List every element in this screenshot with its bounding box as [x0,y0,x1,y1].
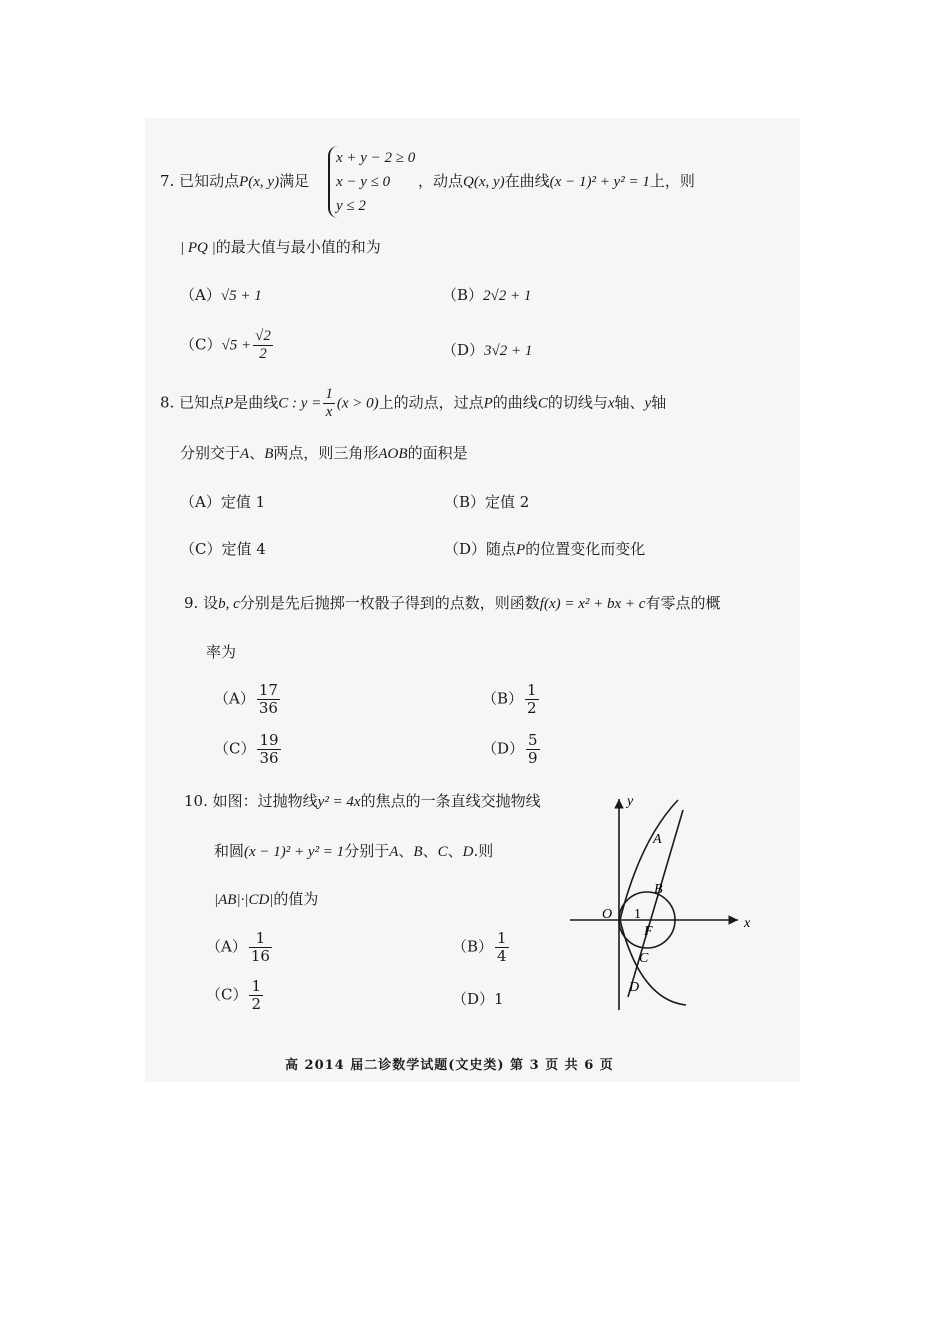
q10-sep: 、 [422,842,438,860]
q7-pq: | PQ | [180,240,216,256]
numerator: 1 [325,386,333,402]
q7-text: 上，则 [649,172,695,190]
option-label: （D） [482,739,525,758]
q8-option-b: （B）定值 2 [444,493,530,511]
fraction [249,978,263,1013]
q8-text: 是曲线 [233,393,279,412]
numerator: 17 [258,681,278,699]
label-b: B [654,882,663,897]
label-c: C [639,951,649,966]
q8-text: 轴 [651,393,667,412]
option-label: （A） [206,937,247,956]
q7-number: 7. [160,172,175,190]
denominator: x [325,404,333,420]
q10-option-a [206,930,274,965]
label-o: O [602,907,613,922]
numerator: √2 [255,328,271,344]
q8-text: 的面积是 [407,444,468,462]
q8-p: P [516,542,526,558]
q8-x: x [607,395,615,412]
fraction [526,732,540,767]
q10-option-b [452,930,511,965]
denominator: 4 [497,947,507,965]
q7-ineq-2: x − y ≤ 0 [336,174,391,190]
denominator: 16 [250,947,270,965]
q10-pt-b: B [413,844,423,860]
q10-text: 分别于 [344,842,390,860]
q8-curve: C : y = [278,395,322,412]
label-one: 1 [634,907,641,922]
q7-option-c [180,328,275,363]
q9-function: f(x) = x² + bx + c [539,596,646,612]
label-f: F [644,924,653,939]
q10-text: 的值为 [273,890,319,908]
q7-inequality-system [328,146,415,218]
q10-line1 [184,791,541,812]
q7-line1 [160,171,309,192]
q9-number: 9. [184,594,199,612]
q8-y: y [644,395,652,412]
q8-text: 轴、 [614,393,645,412]
q7-option-d [442,340,532,361]
fraction [257,682,280,717]
q7-line2 [180,237,381,258]
option-value: 3√2 + 1 [484,343,533,359]
q10-line2 [214,841,493,862]
numerator: 1 [251,977,262,995]
q8-text: 上的动点，过点 [378,393,484,412]
q7-option-b [442,285,531,306]
q10-circle: (x − 1)² + y² = 1 [244,844,345,860]
q7-text: ，动点 [418,172,464,190]
label-d: D [629,980,640,995]
q9-line2: 率为 [206,643,237,661]
q10-text: 的焦点的一条直线交抛物线 [360,792,541,810]
fraction [495,930,509,965]
q10-pt-d: D [462,844,474,860]
option-label: （D） [442,341,485,359]
q8-line2 [180,443,468,464]
q7-text: 已知动点 [179,172,240,190]
label-y: y [627,794,634,809]
q8-text: 的切线与 [547,393,608,412]
option-value: √5 + [221,337,252,354]
denominator: 2 [527,699,537,717]
q9-option-d [482,732,542,767]
q8-text: 已知点 [179,393,225,412]
q8-number: 8. [160,393,175,412]
page-footer: 高 2014 届二诊数学试题(文史类) 第 3 页 共 6 页 [285,1058,614,1073]
numerator: 1 [497,929,507,947]
q9-option-a [214,682,282,717]
q7-ineq-3: y ≤ 2 [336,198,366,214]
numerator: 1 [527,681,537,699]
q10-pt-a: A [389,844,399,860]
q10-text: 和圆 [214,842,245,860]
q9-text: 设 [203,594,219,612]
denominator: 9 [528,749,538,767]
fraction [323,386,335,421]
option-label: （B） [482,689,524,708]
q7-ineq-1: x + y − 2 ≥ 0 [336,150,416,166]
denominator: 36 [258,699,278,717]
q9-text: 有零点的概 [645,594,721,612]
q8-option-c: （C）定值 4 [180,540,266,558]
q9-option-c [214,732,283,767]
fraction [249,930,272,965]
option-label: （C） [206,985,248,1004]
q10-option-d: （D）1 [452,990,504,1008]
q10-figure [560,785,760,1020]
numerator: 19 [259,731,279,749]
q8-text: 两点，则三角形 [273,444,379,462]
q7-text: 在曲线 [504,172,550,190]
q7-text: 的最大值与最小值的和为 [215,238,381,256]
q8-p: P [483,395,493,412]
label-x: x [744,916,751,931]
q9-line1 [184,593,720,614]
fraction [525,682,539,717]
q7-line1-cont [418,171,695,192]
q10-pt-c: C [437,844,448,860]
numerator: 5 [528,731,538,749]
fraction [253,328,273,363]
q7-text: 满足 [279,172,310,190]
denominator: 2 [259,346,267,362]
label-a: A [653,832,662,847]
fraction [257,732,280,767]
q9-text: 分别是先后抛掷一枚骰子得到的点数，则函数 [239,594,540,612]
q8-option-a: （A）定值 1 [180,493,266,511]
q8-sep: 、 [249,444,265,462]
option-text: 的位置变化而变化 [525,540,646,558]
q7-point-p: P(x, y) [239,174,280,190]
q8-line1 [160,386,666,421]
q8-option-d [444,539,645,560]
option-label: （C） [214,739,256,758]
q10-line3 [214,889,318,910]
q10-text: 如图：过抛物线 [212,792,318,810]
q9-option-b [482,682,541,717]
q8-b: B [264,446,274,462]
q8-text: 的曲线 [492,393,538,412]
denominator: 36 [259,749,279,767]
option-value: 2√2 + 1 [483,288,532,304]
q8-aob: AOB [378,446,408,462]
q7-option-a [180,285,262,306]
q7-point-q: Q(x, y) [463,174,505,190]
q10-sep: 、 [447,842,463,860]
option-label: （C） [180,335,222,354]
q8-curve: (x > 0) [336,395,379,412]
denominator: 2 [251,995,262,1013]
q8-a: A [240,446,250,462]
q10-option-c [206,978,265,1013]
q10-parabola: y² = 4x [317,794,361,810]
q7-curve: (x − 1)² + y² = 1 [549,174,650,190]
option-label: （A） [214,689,255,708]
option-text: （D）随点 [444,540,517,558]
option-label: （B） [442,286,484,304]
q10-sep: 、 [398,842,414,860]
numerator: 1 [249,930,272,948]
q8-c: C [537,395,548,412]
q10-text: .则 [473,842,494,860]
q10-expr: |AB|·|CD| [214,892,274,908]
q9-bc: b, c [218,596,240,612]
q8-text: 分别交于 [180,444,241,462]
option-label: （A） [180,286,221,304]
q8-p: P [224,395,234,412]
option-value: √5 + 1 [220,288,262,304]
q10-number: 10. [184,792,208,810]
option-label: （B） [452,937,494,956]
